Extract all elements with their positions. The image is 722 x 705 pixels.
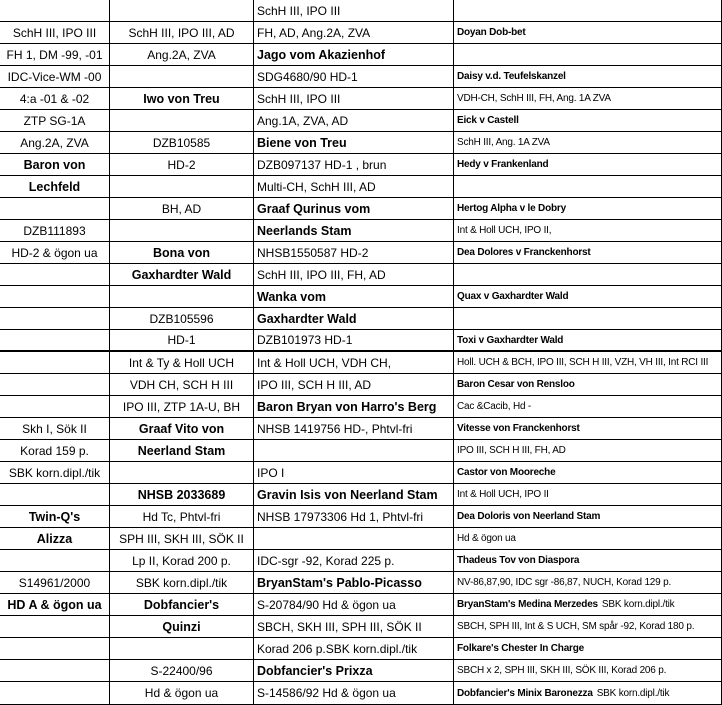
cell-text: SchH III, IPO III <box>257 91 341 106</box>
table-cell-col2 <box>254 176 454 198</box>
cell-text: Vitesse von Franckenhorst <box>457 423 580 434</box>
table-row <box>0 506 722 528</box>
cell-text: Gravin Isis von Neerland Stam <box>257 487 438 502</box>
table-cell-col3 <box>454 550 722 572</box>
table-cell-col2 <box>254 374 454 396</box>
cell-text: Twin-Q's <box>28 509 81 524</box>
table-cell-col3 <box>454 418 722 440</box>
table-cell-col3 <box>454 0 722 22</box>
cell-text: FH, AD, Ang.2A, ZVA <box>257 25 371 40</box>
cell-text: Skh I, Sök II <box>22 421 87 436</box>
table-cell-col3 <box>454 286 722 308</box>
table-cell-col2 <box>254 660 454 682</box>
table-row <box>0 418 722 440</box>
cell-text: DZB105596 <box>149 311 214 326</box>
table-row <box>0 286 722 308</box>
cell-text: HD-1 <box>167 333 196 347</box>
table-row <box>0 660 722 682</box>
cell-text: IPO III, ZTP 1A-U, BH <box>122 399 241 414</box>
cell-text: Neerlands Stam <box>257 223 352 238</box>
table-cell-col2 <box>254 396 454 418</box>
cell-text: Dobfancier's Prixza <box>257 663 373 678</box>
table-cell-col0 <box>0 374 110 396</box>
cell-text: SPH III, SKH III, SÖK II <box>119 531 244 546</box>
cell-text: Int & Holl UCH, IPO II, <box>457 225 552 236</box>
table-row <box>0 572 722 594</box>
cell-text: Neerland Stam <box>137 443 226 458</box>
table-row <box>0 0 722 22</box>
table-cell-col0 <box>0 220 110 242</box>
table-cell-col3 <box>454 374 722 396</box>
table-cell-col0 <box>0 154 110 176</box>
table-cell-col1 <box>110 44 254 66</box>
cell-text: Lp II, Korad 200 p. <box>132 553 231 568</box>
table-cell-col0 <box>0 594 110 616</box>
cell-text: S-22400/96 <box>150 663 213 678</box>
cell-text: VDH CH, SCH H III <box>129 377 234 392</box>
table-row <box>0 682 722 705</box>
table-row <box>0 330 722 352</box>
table-cell-col2 <box>254 616 454 638</box>
table-cell-col2 <box>254 330 454 352</box>
table-cell-col2 <box>254 484 454 506</box>
cell-text: SchH III, IPO III <box>12 25 97 40</box>
table-cell-col2 <box>254 594 454 616</box>
table-cell-col1 <box>110 550 254 572</box>
table-cell-col2 <box>254 572 454 594</box>
cell-text: Graaf Vito von <box>138 421 225 436</box>
cell-text: Ang.2A, ZVA <box>20 135 89 150</box>
table-cell-col2 <box>254 132 454 154</box>
table-cell-col1 <box>110 352 254 374</box>
table-cell-col2 <box>254 682 454 705</box>
table-cell-col0 <box>0 0 110 22</box>
table-cell-col0 <box>0 638 110 660</box>
cell-text: Baron Bryan von Harro's Berg <box>257 399 437 414</box>
table-cell-col1 <box>110 154 254 176</box>
cell-text: SchH III, Ang. 1A ZVA <box>457 137 550 148</box>
table-cell-col1 <box>110 132 254 154</box>
table-cell-col2 <box>254 440 454 462</box>
table-cell-col3 <box>454 308 722 330</box>
cell-text: Hertog Alpha v le Dobry <box>457 203 566 214</box>
table-row <box>0 242 722 264</box>
table-cell-col1 <box>110 396 254 418</box>
table-cell-col1 <box>110 506 254 528</box>
table-cell-col1 <box>110 484 254 506</box>
table-cell-col1 <box>110 660 254 682</box>
table-cell-col0 <box>0 396 110 418</box>
cell-text: Ang.2A, ZVA <box>147 47 216 62</box>
cell-text: Lechfeld <box>28 179 81 194</box>
cell-text: Korad 159 p. <box>20 443 89 458</box>
table-cell-col3 <box>454 44 722 66</box>
table-row <box>0 44 722 66</box>
table-cell-col0 <box>0 528 110 550</box>
table-cell-col1 <box>110 528 254 550</box>
cell-extra-text: SBK korn.dipl./tik <box>601 599 675 610</box>
table-cell-col2 <box>254 66 454 88</box>
table-cell-col1 <box>110 66 254 88</box>
table-cell-col3 <box>454 506 722 528</box>
cell-text: SchH III, IPO III <box>257 3 341 18</box>
table-cell-col2 <box>254 286 454 308</box>
table-cell-col1 <box>110 572 254 594</box>
cell-text: Eick v Castell <box>457 115 519 126</box>
table-cell-col2 <box>254 418 454 440</box>
table-row <box>0 308 722 330</box>
table-cell-col2 <box>254 0 454 22</box>
cell-text: BryanStam's Medina Merzedes <box>457 599 598 610</box>
table-cell-col2 <box>254 154 454 176</box>
table-cell-col0 <box>0 176 110 198</box>
cell-text: VDH-CH, SchH III, FH, Ang. 1A ZVA <box>457 93 611 104</box>
table-row <box>0 594 722 616</box>
table-cell-col1 <box>110 616 254 638</box>
table-cell-col0 <box>0 286 110 308</box>
table-cell-col1 <box>110 0 254 22</box>
cell-text: Doyan Dob-bet <box>457 27 526 38</box>
table-cell-col3 <box>454 462 722 484</box>
table-cell-col1 <box>110 286 254 308</box>
cell-text: FH 1, DM -99, -01 <box>6 47 103 62</box>
cell-text: 4:a -01 & -02 <box>19 91 90 106</box>
table-cell-col0 <box>0 88 110 110</box>
table-cell-col3 <box>454 440 722 462</box>
cell-text: SBK korn.dipl./tik <box>135 575 228 590</box>
table-cell-col3 <box>454 352 722 374</box>
table-cell-col1 <box>110 462 254 484</box>
table-cell-col1 <box>110 638 254 660</box>
cell-text: IPO I <box>257 465 285 480</box>
table-cell-col3 <box>454 242 722 264</box>
table-row <box>0 198 722 220</box>
cell-text: S14961/2000 <box>18 575 91 590</box>
cell-text: HD A & ögon ua <box>7 597 102 612</box>
table-cell-col0 <box>0 66 110 88</box>
table-cell-col0 <box>0 418 110 440</box>
table-cell-col1 <box>110 682 254 705</box>
table-cell-col3 <box>454 594 722 616</box>
table-cell-col1 <box>110 594 254 616</box>
table-cell-col0 <box>0 110 110 132</box>
table-cell-col3 <box>454 616 722 638</box>
table-cell-col0 <box>0 506 110 528</box>
cell-text: Ang.1A, ZVA, AD <box>257 113 349 128</box>
cell-text: SDG4680/90 HD-1 <box>257 69 358 84</box>
cell-text: SBCH x 2, SPH III, SKH III, SÖK III, Korad 206 p. <box>457 665 667 676</box>
table-row <box>0 66 722 88</box>
table-row <box>0 88 722 110</box>
table-cell-col2 <box>254 110 454 132</box>
cell-text: NHSB 2033689 <box>137 487 226 502</box>
cell-text: SBCH, SPH III, Int & S UCH, SM spår -92, Korad 180 p. <box>457 621 695 632</box>
table-cell-col0 <box>0 330 110 352</box>
cell-text: Hd & ögon ua <box>144 686 219 700</box>
table-cell-col0 <box>0 462 110 484</box>
cell-text: SchH III, IPO III, AD <box>128 25 235 40</box>
cell-text: HD-2 <box>167 157 196 172</box>
table-cell-col2 <box>254 88 454 110</box>
table-cell-col0 <box>0 22 110 44</box>
table-cell-col1 <box>110 440 254 462</box>
table-cell-col1 <box>110 418 254 440</box>
table-cell-col3 <box>454 330 722 352</box>
table-cell-col2 <box>254 44 454 66</box>
cell-text: ZTP SG-1A <box>23 113 86 128</box>
table-row <box>0 484 722 506</box>
table-cell-col3 <box>454 88 722 110</box>
table-cell-col3 <box>454 22 722 44</box>
table-row <box>0 396 722 418</box>
table-cell-col2 <box>254 462 454 484</box>
cell-text: Int & Holl UCH, VDH CH, <box>257 355 392 370</box>
cell-text: Int & Holl UCH, IPO II <box>457 489 549 500</box>
cell-text: S-14586/92 Hd & ögon ua <box>257 686 396 700</box>
table-cell-col0 <box>0 616 110 638</box>
table-row <box>0 616 722 638</box>
table-cell-col2 <box>254 264 454 286</box>
table-cell-col0 <box>0 308 110 330</box>
cell-text: NHSB 1419756 HD-, Phtvl-fri <box>257 421 413 436</box>
cell-text: Korad 206 p.SBK korn.dipl./tik <box>257 641 418 656</box>
table-row <box>0 528 722 550</box>
table-cell-col1 <box>110 308 254 330</box>
cell-text: Quinzi <box>162 619 201 634</box>
table-cell-col0 <box>0 264 110 286</box>
cell-text: DZB101973 HD-1 <box>257 333 353 347</box>
table-cell-col1 <box>110 198 254 220</box>
cell-text: Baron Cesar von Rensloo <box>457 379 575 390</box>
cell-text: Toxi v Gaxhardter Wald <box>457 334 564 346</box>
table-cell-col3 <box>454 198 722 220</box>
cell-text: Dobfancier's Minix Baronezza <box>457 687 593 699</box>
cell-text: SchH III, IPO III, FH, AD <box>257 267 386 282</box>
cell-text: S-20784/90 Hd & ögon ua <box>257 597 396 612</box>
cell-text: Alizza <box>36 531 73 546</box>
cell-text: DZB10585 <box>152 135 211 150</box>
cell-text: Hd Tc, Phtvl-fri <box>142 509 221 524</box>
cell-text: Hedy v Frankenland <box>457 159 549 170</box>
table-row <box>0 352 722 374</box>
table-cell-col1 <box>110 242 254 264</box>
table-row <box>0 550 722 572</box>
table-cell-col1 <box>110 88 254 110</box>
table-cell-col2 <box>254 506 454 528</box>
cell-text: IDC-Vice-WM -00 <box>7 69 102 84</box>
cell-text: Daisy v.d. Teufelskanzel <box>457 71 566 82</box>
cell-text: Graaf Qurinus vom <box>257 201 371 216</box>
table-row <box>0 374 722 396</box>
table-row <box>0 264 722 286</box>
cell-text: Dea Doloris von Neerland Stam <box>457 511 601 522</box>
table-cell-col2 <box>254 220 454 242</box>
table-cell-col1 <box>110 22 254 44</box>
table-cell-col0 <box>0 660 110 682</box>
table-cell-col1 <box>110 176 254 198</box>
table-row <box>0 154 722 176</box>
table-cell-col1 <box>110 220 254 242</box>
table-cell-col1 <box>110 110 254 132</box>
table-cell-col0 <box>0 242 110 264</box>
table-cell-col3 <box>454 484 722 506</box>
table-cell-col2 <box>254 352 454 374</box>
table-row <box>0 440 722 462</box>
table-cell-col3 <box>454 572 722 594</box>
cell-text: Jago vom Akazienhof <box>257 47 386 62</box>
table-cell-col3 <box>454 682 722 705</box>
cell-text: DZB097137 HD-1 , brun <box>257 157 387 172</box>
cell-text: Int & Ty & Holl UCH <box>128 355 235 370</box>
cell-text: DZB111893 <box>23 223 86 238</box>
cell-text: Multi-CH, SchH III, AD <box>257 179 376 194</box>
cell-text: NHSB1550587 HD-2 <box>257 245 369 260</box>
table-cell-col3 <box>454 154 722 176</box>
cell-text: NHSB 17973306 Hd 1, Phtvl-fri <box>257 509 424 524</box>
cell-text: Iwo von Treu <box>143 91 220 106</box>
cell-text: BryanStam's Pablo-Picasso <box>257 575 422 590</box>
table-cell-col3 <box>454 132 722 154</box>
table-row <box>0 462 722 484</box>
table-cell-col3 <box>454 66 722 88</box>
table-cell-col3 <box>454 176 722 198</box>
table-cell-col1 <box>110 330 254 352</box>
cell-text: IDC-sgr -92, Korad 225 p. <box>257 553 395 568</box>
cell-text: Wanka vom <box>257 289 327 304</box>
table-row <box>0 176 722 198</box>
cell-text: SBK korn.dipl./tik <box>8 465 101 480</box>
table-row <box>0 132 722 154</box>
table-cell-col0 <box>0 550 110 572</box>
table-row <box>0 220 722 242</box>
cell-text: IPO III, SCH H III, AD <box>257 377 372 392</box>
cell-text: SBCH, SKH III, SPH III, SÖK II <box>257 619 422 634</box>
table-cell-col3 <box>454 220 722 242</box>
table-cell-col0 <box>0 572 110 594</box>
table-cell-col0 <box>0 198 110 220</box>
table-cell-col0 <box>0 440 110 462</box>
table-cell-col2 <box>254 198 454 220</box>
cell-text: Gaxhardter Wald <box>131 267 232 282</box>
cell-text: Thadeus Tov von Diaspora <box>457 555 580 566</box>
table-cell-col0 <box>0 44 110 66</box>
table-cell-col2 <box>254 528 454 550</box>
table-cell-col2 <box>254 550 454 572</box>
table-cell-col2 <box>254 242 454 264</box>
cell-text: BH, AD <box>161 201 202 216</box>
cell-text: Folkare's Chester In Charge <box>457 643 585 654</box>
cell-text: Dobfancier's <box>143 597 220 612</box>
cell-text: Gaxhardter Wald <box>257 311 357 326</box>
table-cell-col0 <box>0 682 110 705</box>
table-row <box>0 638 722 660</box>
table-cell-col1 <box>110 264 254 286</box>
cell-text: Dea Dolores v Franckenhorst <box>457 247 591 258</box>
cell-extra-text: SBK korn.dipl./tik <box>596 687 670 699</box>
cell-text: Baron von <box>23 157 86 172</box>
cell-text: IPO III, SCH H III, FH, AD <box>457 445 566 456</box>
table-cell-col3 <box>454 638 722 660</box>
cell-text: Biene von Treu <box>257 135 347 150</box>
cell-text: Quax v Gaxhardter Wald <box>457 291 569 302</box>
table-cell-col1 <box>110 374 254 396</box>
table-cell-col0 <box>0 352 110 374</box>
table-cell-col2 <box>254 22 454 44</box>
cell-text: Holl. UCH & BCH, IPO III, SCH H III, VZH, VH III, Int RCI III <box>457 357 709 368</box>
table-cell-col0 <box>0 484 110 506</box>
table-cell-col3 <box>454 396 722 418</box>
table-row <box>0 110 722 132</box>
cell-text: Cac &Cacib, Hd - <box>457 401 532 412</box>
cell-text: HD-2 & ögon ua <box>11 245 98 260</box>
cell-text: Castor von Mooreche <box>457 467 556 478</box>
table-cell-col3 <box>454 660 722 682</box>
table-cell-col2 <box>254 308 454 330</box>
table-row <box>0 22 722 44</box>
table-cell-col2 <box>254 638 454 660</box>
table-cell-col3 <box>454 110 722 132</box>
cell-text: Bona von <box>153 245 210 260</box>
table-cell-col3 <box>454 528 722 550</box>
cell-text: NV-86,87,90, IDC sgr -86,87, NUCH, Korad 129 p. <box>457 577 672 588</box>
table-cell-col3 <box>454 264 722 286</box>
cell-text: Hd & ögon ua <box>457 533 516 544</box>
table-cell-col0 <box>0 132 110 154</box>
